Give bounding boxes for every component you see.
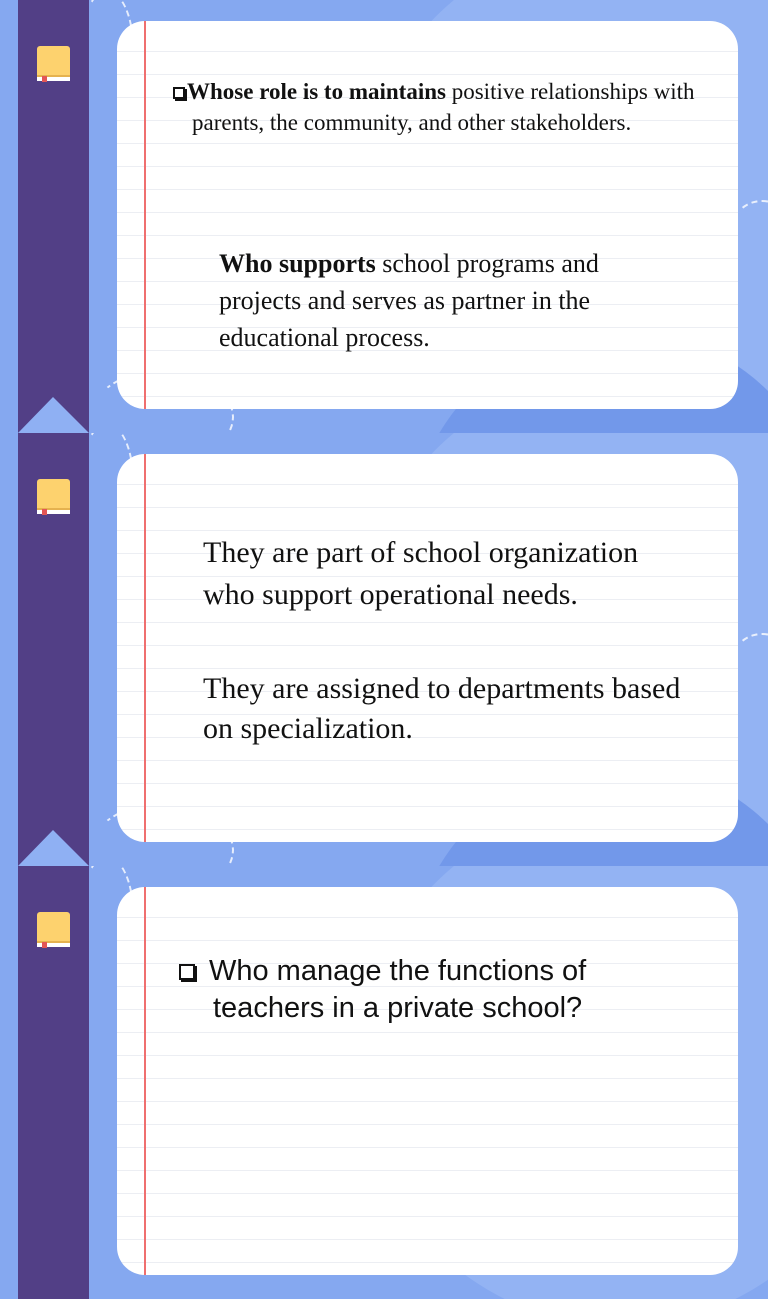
paragraph-text: They are assigned to departments based on specialization. — [203, 672, 681, 745]
book-icon — [37, 46, 70, 82]
book-icon — [37, 479, 70, 515]
checkbox-bullet-icon — [173, 87, 185, 99]
bullet-text: Who manage the functions of teachers in a private school? — [179, 953, 683, 1027]
margin-line — [144, 454, 146, 842]
slide-3 — [0, 866, 768, 1299]
note-card — [117, 21, 738, 409]
paragraph-text: They are part of school organization who support operational needs. — [203, 536, 639, 611]
paragraph-text: Who supports school programs and projects and serves as partner in the educational process. — [219, 249, 599, 352]
margin-line — [144, 887, 146, 1275]
checkbox-bullet-icon — [179, 964, 195, 980]
book-icon — [37, 912, 70, 948]
bullet-text: Whose role is to maintains positive relationships with parents, the community, and other stakeholders. — [173, 76, 712, 138]
spine-tab — [18, 397, 89, 433]
slide-1 — [0, 0, 768, 433]
slide-2 — [0, 433, 768, 866]
spine-tab — [18, 830, 89, 866]
margin-line — [144, 21, 146, 409]
note-card — [117, 454, 738, 842]
note-card — [117, 887, 738, 1275]
